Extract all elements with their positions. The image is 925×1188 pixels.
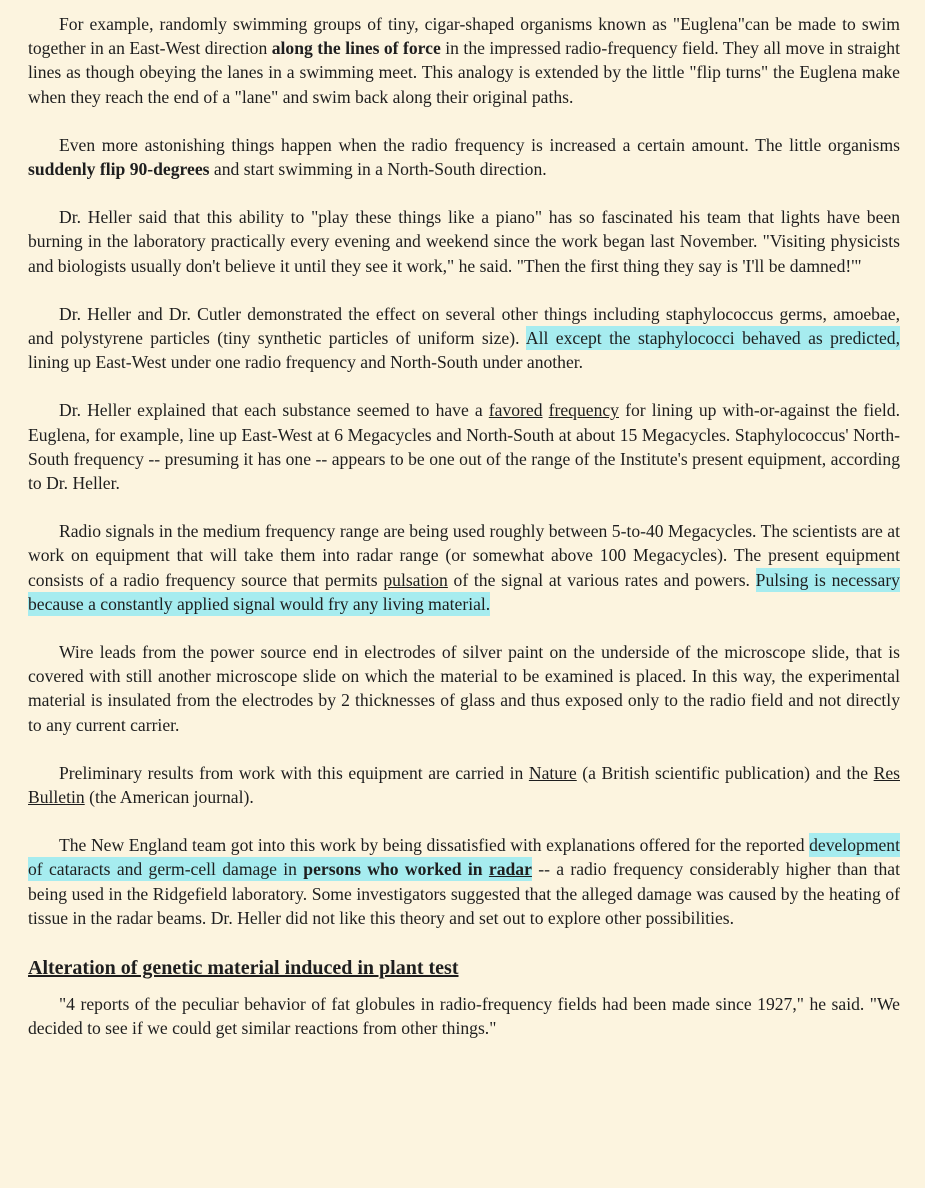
paragraph-flip-90 xyxy=(28,133,900,181)
underlined-text: pulsation xyxy=(383,569,448,590)
underlined-text: Res Bulletin xyxy=(28,762,900,808)
underlined-text: frequency xyxy=(548,400,619,421)
text-run: in the impressed radio-frequency field. They all move in straight lines as though obeying the lanes in a swimming meet. This analogy is extended by the little "flip turns" the Euglena make when they reach the end of a "lane" and swim back along their original paths. xyxy=(28,38,900,107)
text-run: Even more astonishing things happen when the radio frequency is increased a certain amount. The little organisms xyxy=(59,134,900,155)
highlighted-text: development of cataracts and germ-cell damage in xyxy=(28,835,900,880)
bold-text: suddenly flip 90-degrees xyxy=(28,159,210,180)
highlighted-underlined-bold-text: radar xyxy=(488,859,532,880)
text-run: Wire leads from the power source end in electrodes of silver paint on the underside of the microscope slide, that is covered with still another microscope slide on which the material to be examined is placed. In this way, the experimental material is insulated from the electrodes by 2 thicknesses of glass and thus exposed only to the radio field and not directly to any current carrier. xyxy=(28,642,900,735)
text-run: The New England team got into this work by being dissatisfied with explanations offered for the reported xyxy=(59,835,810,856)
text-run: (a British scientific publication) and the xyxy=(576,762,874,783)
text-run: (the American journal). xyxy=(84,787,254,808)
text-run: of the signal at various rates and powers. xyxy=(447,569,756,590)
underlined-text: Nature xyxy=(528,762,577,783)
text-run: Preliminary results from work with this equipment are carried in xyxy=(59,762,529,783)
paragraph-play-piano xyxy=(28,205,900,278)
paragraph-new-england-team xyxy=(28,833,900,930)
section-heading: Alteration of genetic material induced in plant test xyxy=(28,957,459,980)
paragraph-fat-globules xyxy=(28,992,900,1040)
highlighted-text: All except the staphylococci behaved as predicted, xyxy=(525,328,900,349)
text-run: Dr. Heller said that this ability to "play these things like a piano" has so fascinated his team that lights have been burning in the laboratory practically every evening and weekend since the work began last November. "Visiting physicists and biologists usually don't believe it until they see it work," he said. "Then the first thing they say is 'I'll be damned!'" xyxy=(28,207,900,276)
paragraph-other-things xyxy=(28,302,900,375)
highlighted-bold-text: persons who worked in xyxy=(303,859,489,880)
paragraph-favored-frequency xyxy=(28,398,900,495)
text-run: -- a radio frequency considerably higher than that being used in the Ridgefield laboratory. Some investigators suggested that the alleged damage was caused by the heating of tissue in the radar beams. Dr. Heller did not like this theory and set out to explore other possibilities. xyxy=(28,859,900,928)
text-run: Radio signals in the medium frequency range are being used roughly between 5-to-40 Megacycles. The scientists are at work on equipment that will take them into radar range (or somewhat above 100 Megacycles). The present equipment consists of a radio frequency source that permits xyxy=(28,521,900,590)
underlined-text: favored xyxy=(488,400,543,421)
paragraph-euglena-lines xyxy=(28,12,900,109)
text-run: Dr. Heller explained that each substance seemed to have a xyxy=(59,400,489,421)
paragraph-radio-signals xyxy=(28,519,900,616)
paragraph-wire-leads xyxy=(28,640,900,737)
bold-text: along the lines of force xyxy=(271,38,441,59)
text-run: and start swimming in a North-South direction. xyxy=(209,159,547,180)
text-run: lining up East-West under one radio frequency and North-South under another. xyxy=(28,352,584,373)
highlighted-text: Pulsing is necessary because a constantly applied signal would fry any living material. xyxy=(28,569,900,614)
text-run: Dr. Heller and Dr. Cutler demonstrated the effect on several other things including staphylococcus germs, amoebae, and polystyrene particles (tiny synthetic particles of uniform size). xyxy=(28,303,900,349)
text-run: "4 reports of the peculiar behavior of fat globules in radio-frequency fields had been made since 1927," he said. "We decided to see if we could get similar reactions from other things." xyxy=(28,994,900,1039)
text-run: For example, randomly swimming groups of tiny, cigar-shaped organisms known as "Euglena"can be made to swim together in an East-West direction xyxy=(28,14,900,59)
text-run: for lining up with-or-against the field. Euglena, for example, line up East-West at 6 Megacycles and North-South at about 15 Megacycles. Staphylococcus' North-South frequency -- presuming it has one -- appears to be one out of the range of the Institute's present equipment, according to Dr. Heller. xyxy=(28,400,901,494)
paragraph-preliminary-results xyxy=(28,761,900,809)
